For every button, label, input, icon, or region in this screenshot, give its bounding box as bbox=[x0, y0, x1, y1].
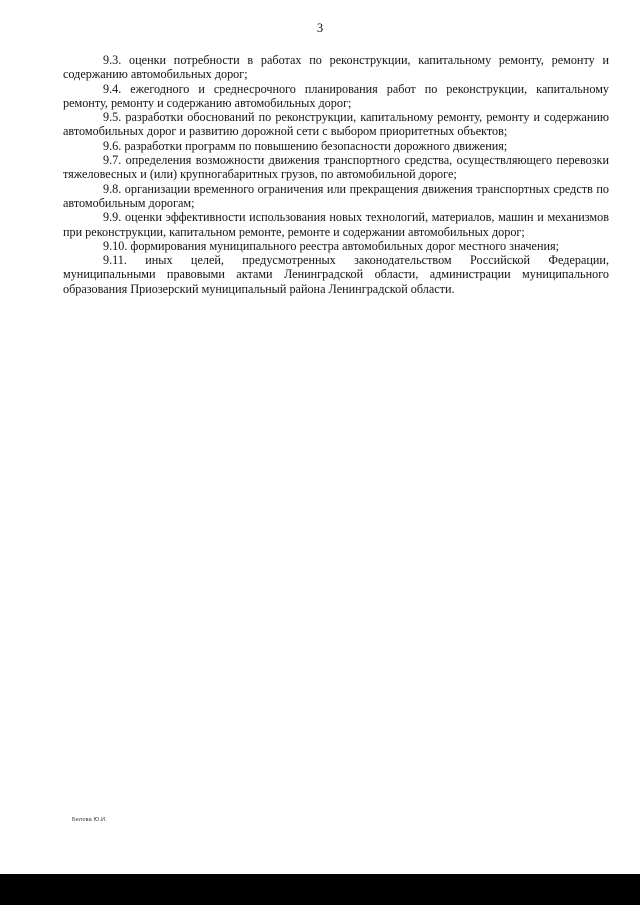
executor-note: Белова Ю.И. bbox=[72, 817, 108, 823]
paragraph-9-5: 9.5. разработки обоснований по реконструкции, капитальному ремонту, ремонту и содержанию автомобильных дорог и развитию дорожной сети с выбором приоритетных объектов; bbox=[63, 110, 609, 139]
paragraph-9-4: 9.4. ежегодного и среднесрочного планирования работ по реконструкции, капитальному ремонту, ремонту и содержанию автомобильных дорог; bbox=[63, 81, 609, 110]
scan-border bbox=[0, 874, 640, 905]
paragraph-9-8: 9.8. организации временного ограничения или прекращения движения транспортных средств по автомобильным дорогам; bbox=[63, 181, 609, 210]
paragraph-9-11: 9.11. иных целей, предусмотренных законодательством Российской Федерации, муниципальными правовыми актами Ленинградской области, администрации муниципального образования Приозерский муниципальный района Ленинградской области. bbox=[63, 253, 609, 296]
document-body bbox=[63, 53, 609, 296]
paragraph-9-9: 9.9. оценки эффективности использования новых технологий, материалов, машин и механизмов при реконструкции, капитальном ремонте, ремонте и содержании автомобильных дорог; bbox=[63, 210, 609, 239]
paragraph-9-6: 9.6. разработки программ по повышению безопасности дорожного движения; bbox=[103, 138, 508, 153]
page-number: 3 bbox=[316, 21, 324, 35]
paragraph-9-10: 9.10. формирования муниципального реестра автомобильных дорог местного значения; bbox=[103, 238, 560, 253]
paragraph-9-7: 9.7. определения возможности движения транспортного средства, осуществляющего перевозки тяжеловесных и (или) крупногабаритных грузов, по автомобильной дороге; bbox=[63, 153, 609, 182]
paragraph-9-3: 9.3. оценки потребности в работах по реконструкции, капитальному ремонту, ремонту и содержанию автомобильных дорог; bbox=[63, 53, 609, 82]
